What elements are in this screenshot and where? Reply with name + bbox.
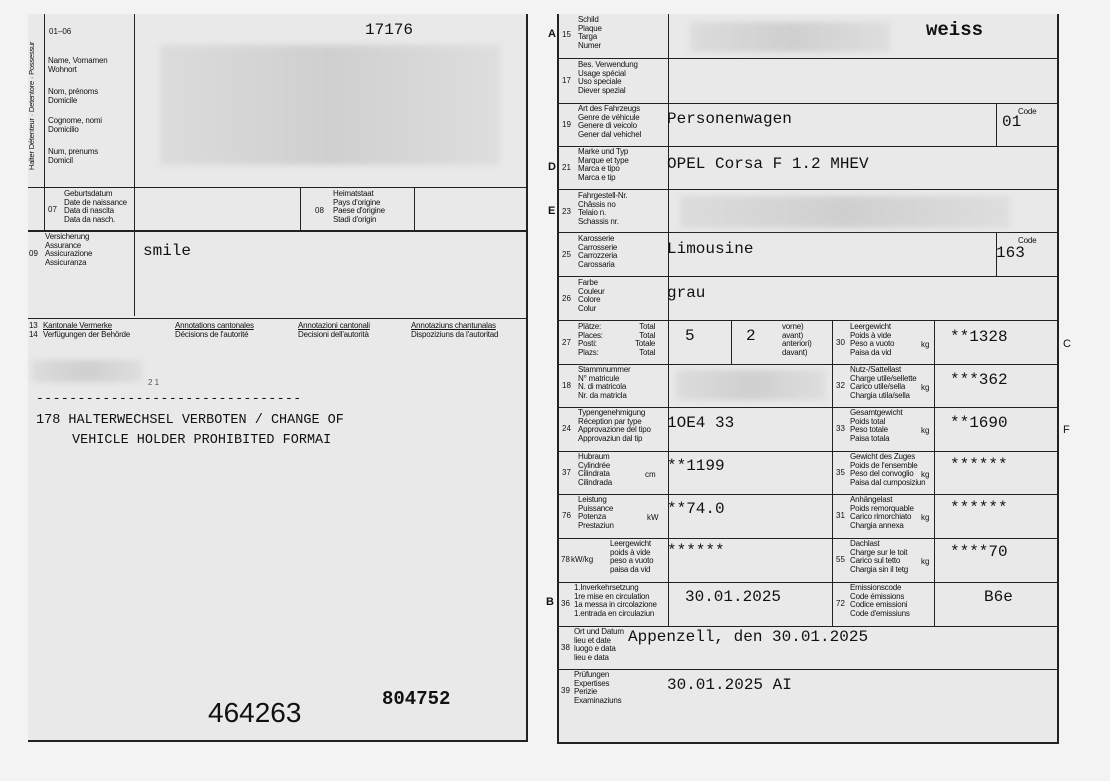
f33-label: Gesamtgewicht Poids total Peso totale Paisa totala xyxy=(850,408,903,443)
f18-label: Stammnummer N° matricule N. di matricola Nr. da matricla xyxy=(578,365,631,400)
f19-code: 01 xyxy=(1002,113,1022,131)
f35-unit: kg xyxy=(921,470,930,479)
field-01-06-value: 17176 xyxy=(365,21,414,39)
redacted-matricule xyxy=(676,370,826,400)
f33-value: **1690 xyxy=(950,414,1008,432)
f17-label: Bes. Verwendung Usage spécial Uso speciale Diever spezial xyxy=(578,60,638,95)
insurance-value: smile xyxy=(143,242,192,260)
holder-name-label: Name, Vornamen Wohnort xyxy=(48,56,108,74)
remark-line-1: 178 HALTERWECHSEL VERBOTEN / CHANGE OF xyxy=(36,413,344,428)
f35-no: 35 xyxy=(836,468,845,477)
f55-unit: kg xyxy=(921,557,930,566)
f25-code: 163 xyxy=(996,244,1025,262)
remark-dashes: -------------------------------- xyxy=(36,391,302,406)
f78-unit: kW/kg xyxy=(571,555,594,564)
f39-no: 39 xyxy=(561,686,570,695)
f72-label: Emissionscode Code émissions Codice emissioni Code d'emissiuns xyxy=(850,583,910,618)
remark-line-2: VEHICLE HOLDER PROHIBITED FORMAI xyxy=(72,433,332,448)
f38-no: 38 xyxy=(561,643,570,652)
annot-it: Annotazioni cantonali Decisioni dell'autorità xyxy=(298,321,370,339)
holder-nom-label: Nom, prénoms Domicile xyxy=(48,87,99,105)
f25-label: Karosserie Carrosserie Carrozzeria Carossaria xyxy=(578,234,618,269)
f76-value: **74.0 xyxy=(667,500,725,518)
home-label: Heimatstaat Pays d'origine Paese d'origine Stadi d'origin xyxy=(333,189,385,224)
f25-code-label: Code xyxy=(1018,236,1037,245)
annot-rm: Annotaziuns chantunalas Dispoziziuns da l'autoritad xyxy=(411,321,499,339)
f76-unit: kW xyxy=(647,513,659,522)
annot-fr: Annotations cantonales Décisions de l'autorité xyxy=(175,321,254,339)
f27-no: 27 xyxy=(562,338,571,347)
f31-label: Anhängelast Poids remorquable Carico rimorchiato Chargia annexa xyxy=(850,495,914,530)
f39-value: 30.01.2025 AI xyxy=(667,676,792,694)
f18-no: 18 xyxy=(562,381,571,390)
holder-side-label: Halter Détenteur · Detentore · Possessur xyxy=(27,41,36,170)
f30-value: **1328 xyxy=(950,328,1008,346)
letter-b: B xyxy=(546,596,554,608)
f26-value: grau xyxy=(667,284,706,302)
f32-no: 32 xyxy=(836,381,845,390)
f30-unit: kg xyxy=(921,340,930,349)
redacted-holder-area xyxy=(160,45,500,165)
f24-no: 24 xyxy=(562,424,571,433)
birth-label: Geburtsdatum Date de naissance Data di nascita Data da nasch. xyxy=(64,189,127,224)
f25-value: Limousine xyxy=(667,240,754,258)
edge-c: C xyxy=(1063,338,1071,350)
f32-value: ***362 xyxy=(950,371,1008,389)
f55-no: 55 xyxy=(836,555,845,564)
f36-label: 1.Inverkehrsetzung 1re mise en circulation 1a messa in circolazione 1.entrada en circulaziun xyxy=(574,583,657,618)
f72-value: B6e xyxy=(984,588,1013,606)
f33-no: 33 xyxy=(836,424,845,433)
f36-no: 36 xyxy=(561,599,570,608)
f55-label: Dachlast Charge sur le toit Carico sul tetto Chargia sin il tetg xyxy=(850,539,909,574)
f30-no: 30 xyxy=(836,338,845,347)
f21-label: Marke und Typ Marque et type Marca e tipo Marca e tip xyxy=(578,147,629,182)
letter-d: D xyxy=(548,161,556,173)
f23-label: Fahrgestell-Nr. Châssis no Telaio n. Schassis nr. xyxy=(578,191,628,226)
f76-no: 76 xyxy=(562,511,571,520)
f35-label: Gewicht des Zuges Poids de l'ensemble Peso del convoglio Paisa dal cumposiziun xyxy=(850,452,926,487)
redacted-chassis xyxy=(680,196,1010,228)
f78-value: ****** xyxy=(667,542,725,560)
document-number-1: 464263 xyxy=(208,697,302,728)
f15-value: weiss xyxy=(926,19,984,41)
f37-unit: cm xyxy=(645,470,656,479)
annot-de: Kantonale Vermerke Verfügungen der Behörde xyxy=(43,321,131,339)
f76-label: Leistung Puissance Potenza Prestaziun xyxy=(578,495,614,530)
f78-no: 78 xyxy=(561,555,570,564)
f37-value: **1199 xyxy=(667,457,725,475)
redacted-annotation xyxy=(32,360,142,382)
f26-no: 26 xyxy=(562,294,571,303)
f31-value: ****** xyxy=(950,499,1008,517)
f27-total-value: 5 xyxy=(685,327,695,345)
f32-label: Nutz-/Sattellast Charge utile/sellette Carico utile/sella Chargia utila/sella xyxy=(850,365,917,400)
document-number-2: 804752 xyxy=(382,688,451,710)
f36-value: 30.01.2025 xyxy=(685,588,782,606)
f24-label: Typengenehmigung Réception par type Approvazione del tipo Approvaziun dal tip xyxy=(578,408,651,443)
holder-num-label: Num, prenums Domicil xyxy=(48,147,99,165)
f24-value: 1OE4 33 xyxy=(667,414,735,432)
birth-no: 07 xyxy=(48,205,57,214)
f21-value: OPEL Corsa F 1.2 MHEV xyxy=(667,155,869,173)
redacted-plate xyxy=(690,22,890,52)
f31-unit: kg xyxy=(921,513,930,522)
edge-f: F xyxy=(1063,424,1070,436)
letter-e: E xyxy=(548,205,556,217)
f31-no: 31 xyxy=(836,511,845,520)
f27-front-label: vorne) avant) anteriori) davant) xyxy=(782,322,812,357)
letter-a: A xyxy=(548,28,556,40)
f25-no: 25 xyxy=(562,250,571,259)
f38-value: Appenzell, den 30.01.2025 xyxy=(628,628,869,646)
f19-no: 19 xyxy=(562,120,571,129)
f38-label: Ort und Datum lieu et date luogo e data lieu e data xyxy=(574,627,624,662)
f35-value: ****** xyxy=(950,456,1008,474)
f19-label: Art des Fahrzeugs Genre de véhicule Genere di veicolo Gener dal vehichel xyxy=(578,104,642,139)
f23-no: 23 xyxy=(562,207,571,216)
f19-code-label: Code xyxy=(1018,107,1037,116)
insurance-label: Versicherung Assurance Assicurazione Assicuranza xyxy=(45,232,93,267)
small-mark: 2 1 xyxy=(148,378,160,387)
holder-cognome-label: Cognome, nomi Domicilio xyxy=(48,116,102,134)
f37-no: 37 xyxy=(562,468,571,477)
f72-no: 72 xyxy=(836,599,845,608)
f33-unit: kg xyxy=(921,426,930,435)
field-01-06-label: 01–06 xyxy=(49,27,72,36)
f19-value: Personenwagen xyxy=(667,110,792,128)
annot-no: 13 14 xyxy=(29,321,38,339)
f17-no: 17 xyxy=(562,76,571,85)
f37-label: Hubraum Cylindrée Cilindrata Cilindrada xyxy=(578,452,613,487)
f30-label: Leergewicht Poids à vide Peso a vuoto Paisa da vid xyxy=(850,322,895,357)
f55-value: ****70 xyxy=(950,543,1008,561)
insurance-no: 09 xyxy=(29,249,38,258)
f78-label: Leergewicht poids à vide peso a vuoto paisa da vid xyxy=(610,539,654,574)
f15-no: 15 xyxy=(562,30,571,39)
f39-label: Prüfungen Expertises Perizie Examinaziuns xyxy=(574,670,622,705)
f26-label: Farbe Couleur Colore Colur xyxy=(578,278,605,313)
f32-unit: kg xyxy=(921,383,930,392)
f15-label: Schild Plaque Targa Numer xyxy=(578,15,602,50)
f27-label: Plätze: Places: Posti: Plazs: xyxy=(578,322,603,357)
f27-front-value: 2 xyxy=(746,327,756,345)
home-no: 08 xyxy=(315,206,324,215)
f27-total-label: Total Total Totale Total xyxy=(635,322,656,357)
f21-no: 21 xyxy=(562,163,571,172)
